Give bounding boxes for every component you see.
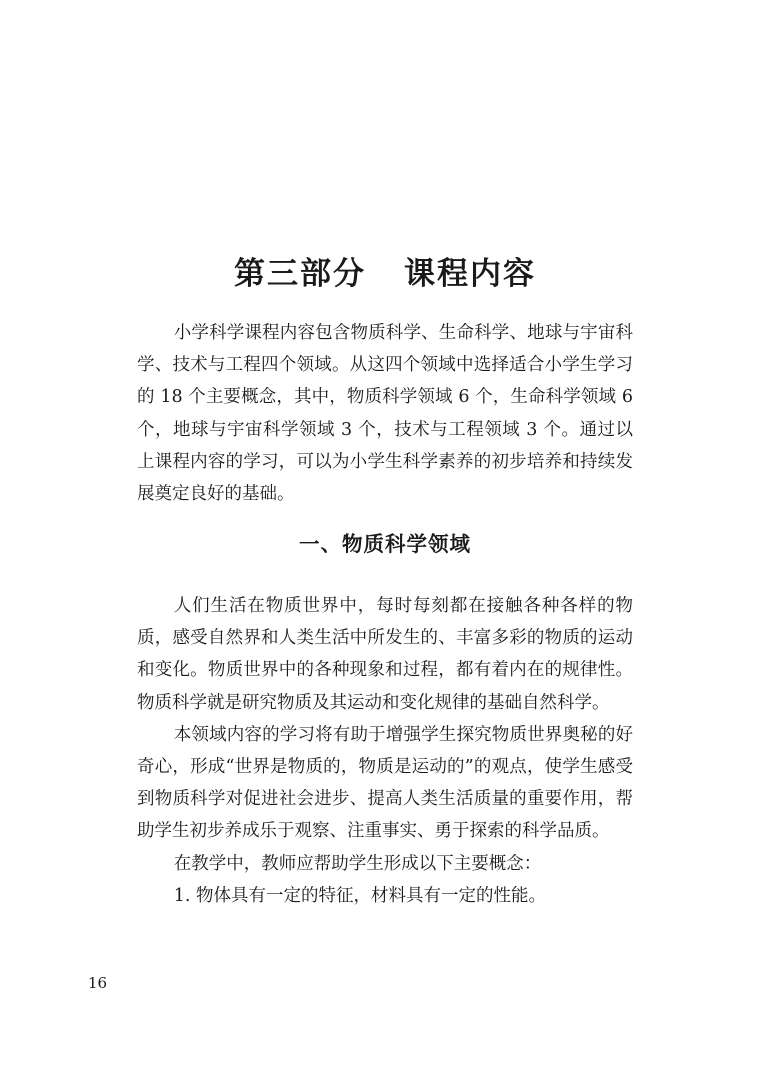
section-body [137, 590, 633, 912]
body-paragraph-3: 在教学中，教师应帮助学生形成以下主要概念： [173, 853, 542, 874]
page-number: 16 [88, 974, 108, 992]
intro-text [137, 317, 633, 510]
section-title: 一、物质科学领域 [299, 532, 471, 556]
concept-item-1: 1. 物体具有一定的特征，材料具有一定的性能。 [173, 885, 547, 906]
body-paragraph-2: 本领域内容的学习将有助于增强学生探究物质世界奥秘的好奇心，形成“世界是物质的，物质是运动的”的观点，使学生感受到物质科学对促进社会进步、提高人类生活质量的重要作用，帮助学生初步养成乐于观察、注重事实、勇于探索的科学品质。 [137, 724, 633, 842]
part-name: 课程内容 [404, 256, 536, 292]
intro-paragraph: 小学科学课程内容包含物质科学、生命科学、地球与宇宙科学、技术与工程四个领域。从这四个领域中选择适合小学生学习的 18 个主要概念，其中，物质科学领域 6 个，生命科学领域 6 个，地球与宇宙科学领域 3 个，技术与工程领域 3 个。通过以上课程内容的学习，可以为小学生科学素养的初步培养和持续发展奠定良好的基础。 [137, 323, 633, 505]
part-title [0, 250, 770, 298]
body-paragraph-1: 人们生活在物质世界中，每时每刻都在接触各种各样的物质，感受自然界和人类生活中所发生的、丰富多彩的物质的运动和变化。物质世界中的各种现象和过程，都有着内在的规律性。物质科学就是研究物质及其运动和变化规律的基础自然科学。 [137, 596, 633, 713]
part-number: 第三部分 [234, 256, 366, 292]
